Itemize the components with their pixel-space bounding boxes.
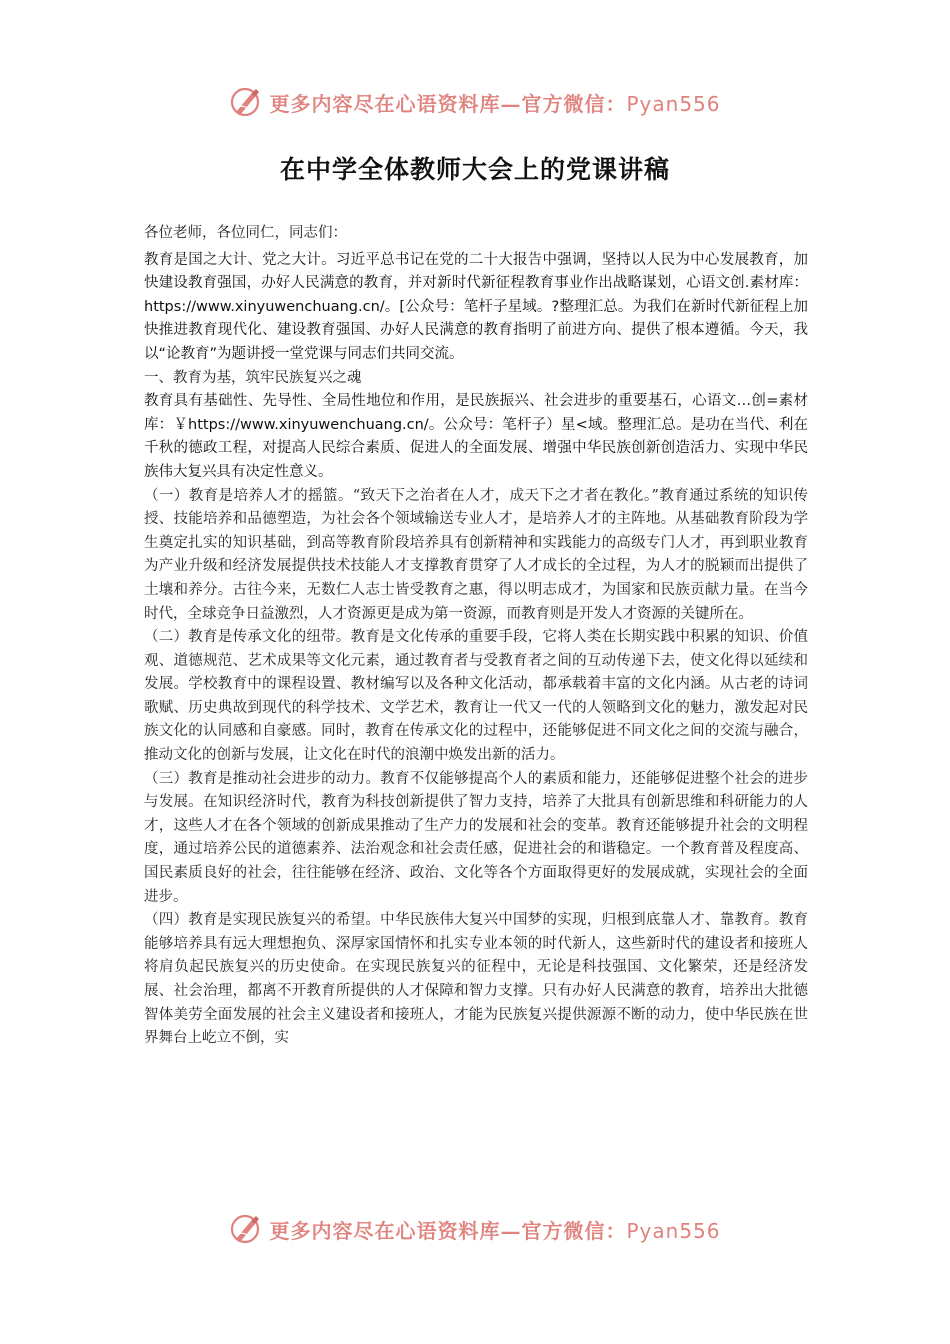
paragraph-4: （四）教育是实现民族复兴的希望。中华民族伟大复兴中国梦的实现，归根到底靠人才、靠教育。教育能够培养具有远大理想抱负、深厚家国情怀和扎实专业本领的时代新人，这些新时代的建设者和接班人将肩负起民族复兴的历史使命。在实现民族复兴的征程中，无论是科技强国、文化繁荣，还是经济发展、社会治理，都离不开教育所提供的人才保障和智力支撑。只有办好人民满意的教育，培养出大批德智体美劳全面发展的社会主义建设者和接班人，才能为民族复兴提供源源不断的动力，使中华民族在世界舞台上屹立不倒，实 bbox=[144, 912, 808, 1047]
header-banner-text: 更多内容尽在心语资料库—官方微信： bbox=[269, 91, 627, 116]
header-banner bbox=[0, 82, 950, 122]
document-body bbox=[144, 222, 808, 1051]
section-1-heading: 一、教育为基，筑牢民族复兴之魂 bbox=[144, 369, 362, 386]
footer-wechat-id: Pyan556 bbox=[626, 1218, 721, 1243]
footer-banner-text: 更多内容尽在心语资料库—官方微信： bbox=[269, 1218, 627, 1243]
greeting: 各位老师，各位同仁，同志们： bbox=[144, 225, 347, 241]
pen-logo-icon bbox=[229, 85, 263, 119]
pen-logo-icon bbox=[229, 1212, 263, 1246]
paragraph-1: （一）教育是培养人才的摇篮。“致天下之治者在人才，成天下之才者在教化。”教育通过系统的知识传授、技能培养和品德塑造，为社会各个领域输送专业人才，是培养人才的主阵地。从基础教育阶段为学生奠定扎实的知识基础，到高等教育阶段培养具有创新精神和实践能力的高级专门人才，再到职业教育为产业升级和经济发展提供技术技能人才支撑教育贯穿了人才成长的全过程，为人才的脱颖而出提供了土壤和养分。古往今来，无数仁人志士皆受教育之惠，得以明志成才，为国家和民族贡献力量。在当今时代，全球竞争日益激烈，人才资源更是成为第一资源，而教育则是开发人才资源的关键所在。 bbox=[144, 487, 808, 622]
intro-paragraph: 教育是国之大计、党之大计。习近平总书记在党的二十大报告中强调，坚持以人民为中心发展教育，加快建设教育强国，办好人民满意的教育，并对新时代新征程教育事业作出战略谋划，心语文创.素材库：https://www.xinyuwenchuang.cn/。[公众号：笔杆子星域。?整理汇总。为我们在新时代新征程上加快推进教育现代化、建设教育强国、办好人民满意的教育指明了前进方向、提供了根本遵循。今天，我以“论教育”为题讲授一堂党课与同志们共同交流。 bbox=[144, 251, 808, 362]
document-title: 在中学全体教师大会上的党课讲稿 bbox=[279, 155, 670, 184]
header-wechat-id: Pyan556 bbox=[626, 91, 721, 116]
paragraph-2: （二）教育是传承文化的纽带。教育是文化传承的重要手段，它将人类在长期实践中积累的知识、价值观、道德规范、艺术成果等文化元素，通过教育者与受教育者之间的互动传递下去，使文化得以延续和发展。学校教育中的课程设置、教材编写以及各种文化活动，都承载着丰富的文化内涵。从古老的诗词歌赋、历史典故到现代的科学技术、文学艺术，教育让一代又一代的人领略到文化的魅力，激发起对民族文化的认同感和自豪感。同时，教育在传承文化的过程中，还能够促进不同文化之间的交流与融合，推动文化的创新与发展，让文化在时代的浪潮中焕发出新的活力。 bbox=[144, 629, 808, 764]
paragraph-3: （三）教育是推动社会进步的动力。教育不仅能够提高个人的素质和能力，还能够促进整个社会的进步与发展。在知识经济时代，教育为科技创新提供了智力支持，培养了大批具有创新思维和科研能力的人才，这些人才在各个领域的创新成果推动了生产力的发展和社会的变革。教育还能够提升社会的文明程度，通过培养公民的道德素养、法治观念和社会责任感，促进社会的和谐稳定。一个教育普及程度高、国民素质良好的社会，往往能够在经济、政治、文化等各个方面取得更好的发展成就，实现社会的全面进步。 bbox=[144, 770, 808, 905]
footer-banner bbox=[0, 1209, 950, 1249]
section-1-intro: 教育具有基础性、先导性、全局性地位和作用，是民族振兴、社会进步的重要基石，心语文…创=素材库：￥https://www.xinyuwenchuang.cn/。公众号：笔杆子）星<域。整理汇总。是功在当代、利在千秋的德政工程，对提高人民综合素质、促进人的全面发展、增强中华民族创新创造活力、实现中华民族伟大复兴具有决定性意义。 bbox=[144, 393, 808, 480]
